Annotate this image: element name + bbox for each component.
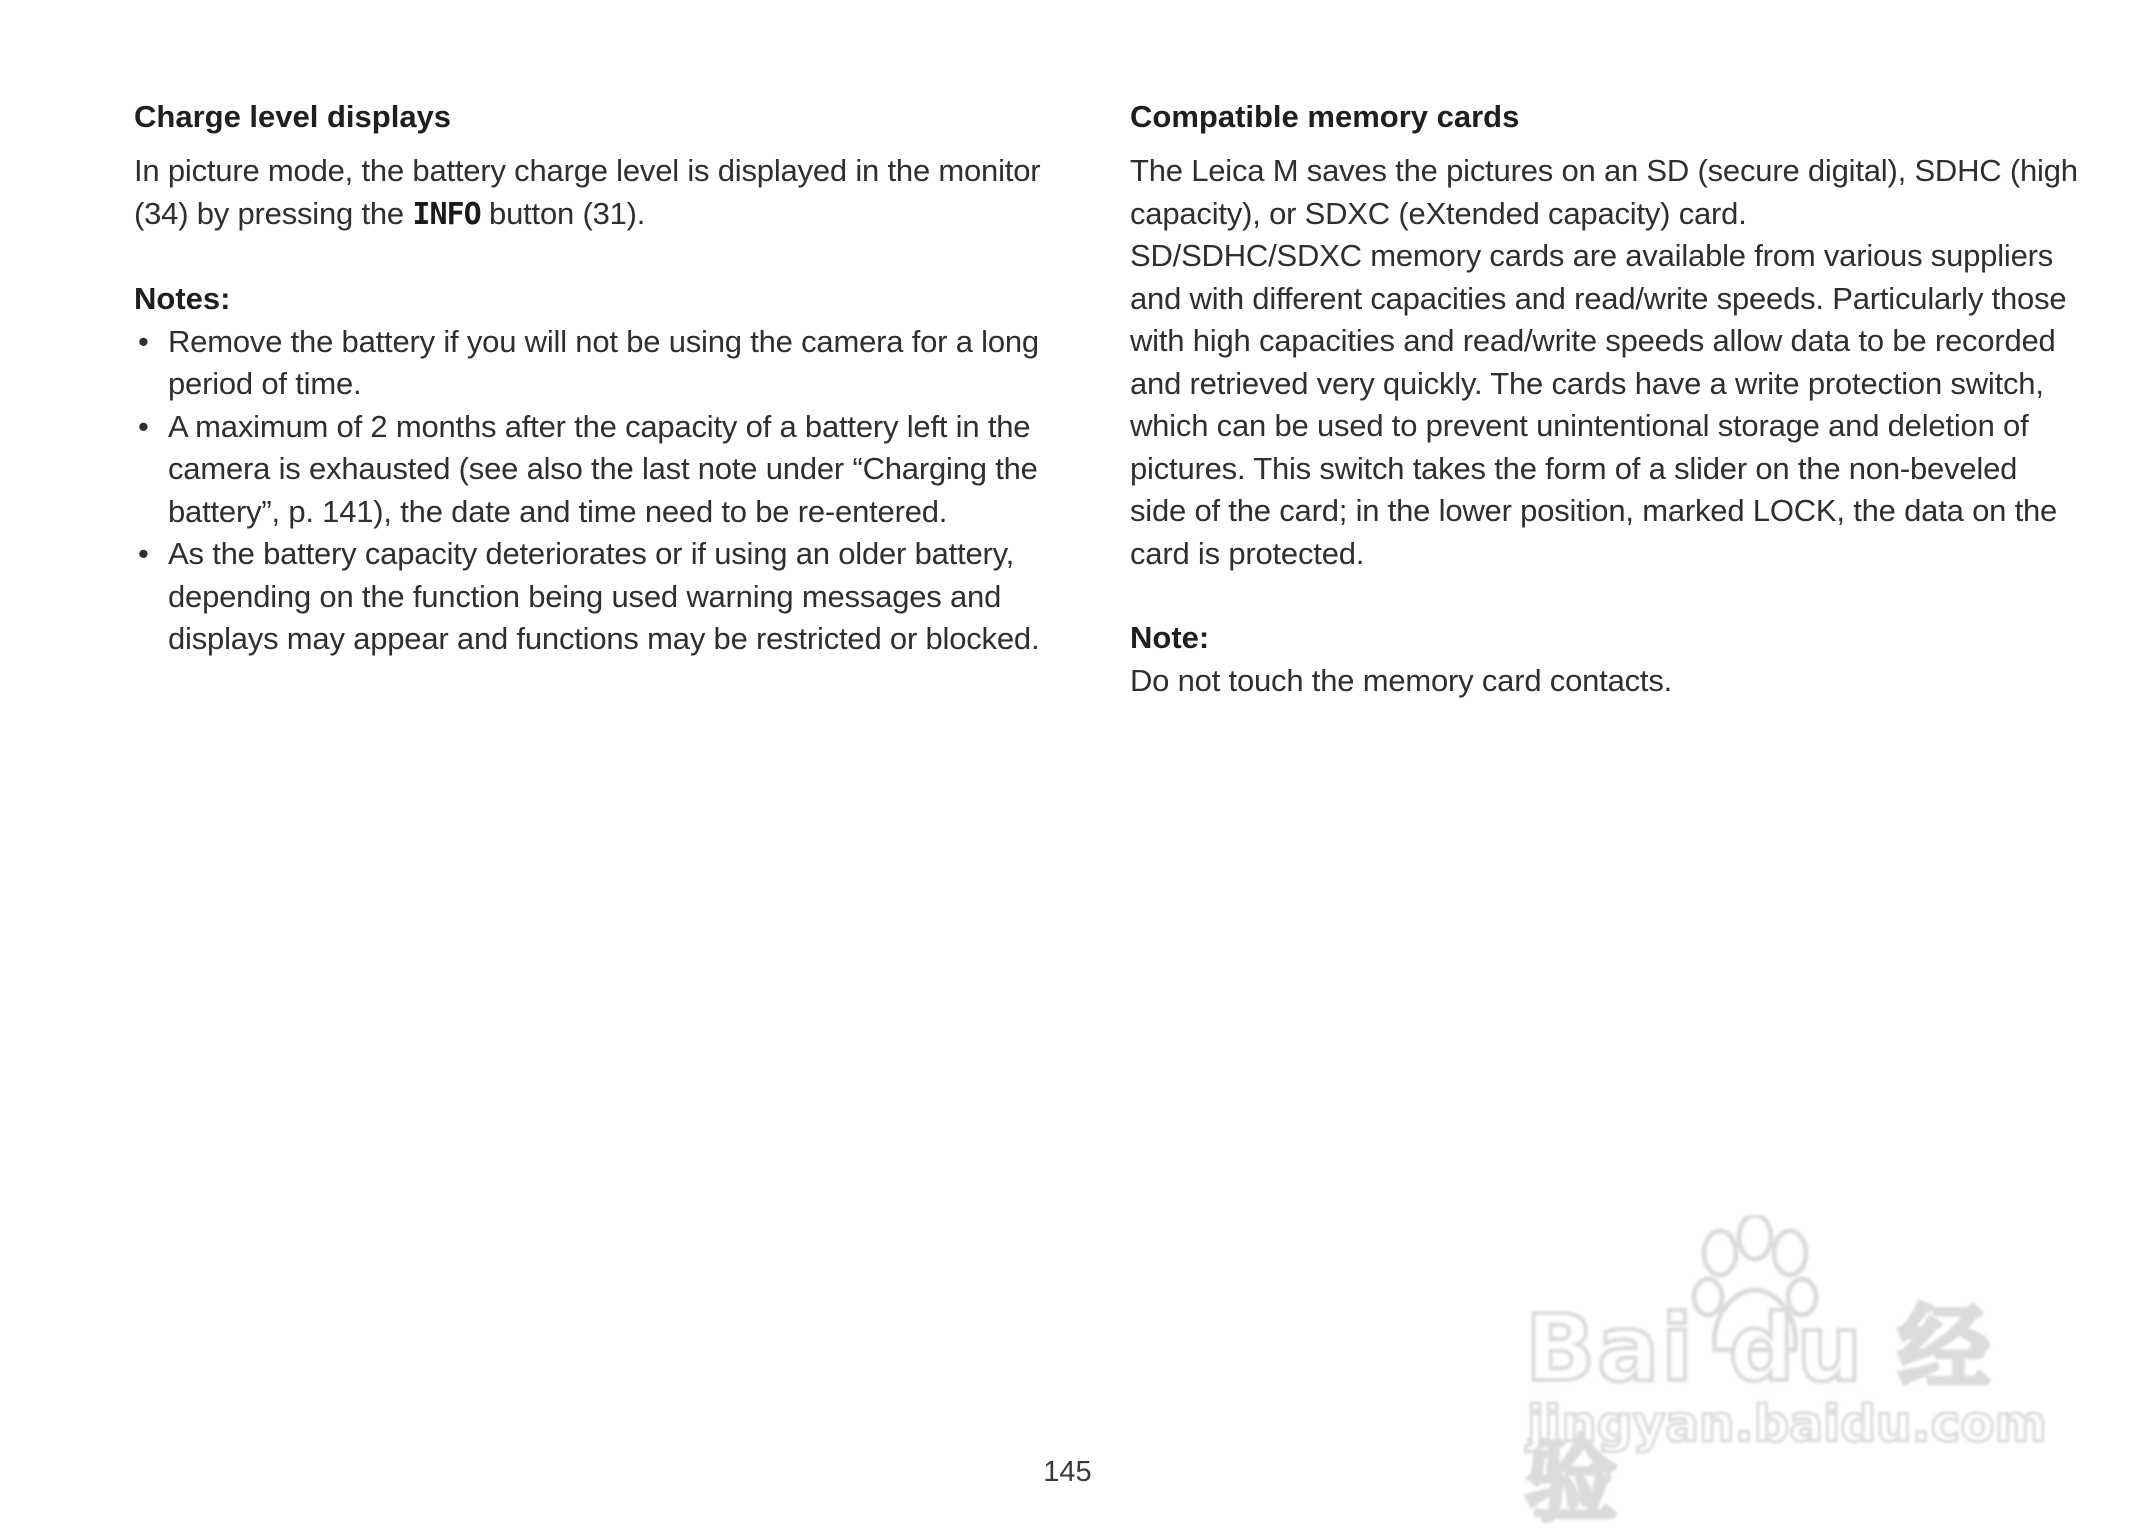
- note-item: [134, 406, 1054, 534]
- intro-text-after: button (31).: [480, 195, 646, 231]
- notes-heading: Notes:: [134, 281, 231, 316]
- note-heading: Note:: [1130, 620, 1210, 655]
- page-number: 145: [1043, 1456, 1092, 1488]
- note-text: Do not touch the memory card contacts.: [1130, 662, 1673, 698]
- memory-cards-paragraph-1: The Leica M saves the pictures on an SD (secure digital), SDHC (high capacity), or SDXC (eXtended capacity) card.: [1130, 153, 2078, 231]
- memory-cards-paragraph-2: SD/SDHC/SDXC memory cards are available from various suppliers and with different capacities and read/write speeds. Particularly those with high capacities and read/write speeds allow data to be recorded and retrieved very quickly. The cards have a write protection switch, which can be used to prevent unintentional storage and deletion of pictures. This switch takes the form of a slider on the non-beveled side of the card; in the lower position, marked LOCK, the data on the card is protected.: [1130, 238, 2067, 571]
- bullet-icon: •: [138, 323, 149, 359]
- right-column: [1130, 96, 2080, 702]
- baidu-watermark: [1525, 1215, 2047, 1534]
- watermark-sub-text: jingyan.baidu.com: [1527, 1395, 2047, 1453]
- info-key-label: INFO: [412, 196, 481, 232]
- notes-list: [134, 321, 1054, 661]
- section-heading-charge-level: Charge level displays: [134, 99, 452, 134]
- note-item: [134, 533, 1054, 661]
- bullet-icon: •: [138, 536, 149, 571]
- watermark-main-text: Bai du 经验: [1525, 1295, 1993, 1534]
- intro-text-before: In picture mode, the battery charge level is displayed in the monitor (34) by pressing the: [134, 153, 1041, 231]
- note-text: A maximum of 2 months after the capacity of a battery left in the camera is exhausted (see also the last note under “Charging the battery”, p. 141), the date and time need to be re-entered.: [168, 408, 1038, 529]
- left-column: [134, 96, 1054, 661]
- note-item: [134, 321, 1054, 406]
- section-heading-memory-cards: Compatible memory cards: [1130, 99, 1520, 134]
- note-text: As the battery capacity deteriorates or if using an older battery, depending on the function being used warning messages and displays may appear and functions may be restricted or blocked.: [168, 536, 1040, 656]
- charge-level-paragraph: [134, 150, 1054, 236]
- bullet-icon: •: [138, 408, 149, 444]
- note-text: Remove the battery if you will not be using the camera for a long period of time.: [168, 323, 1039, 401]
